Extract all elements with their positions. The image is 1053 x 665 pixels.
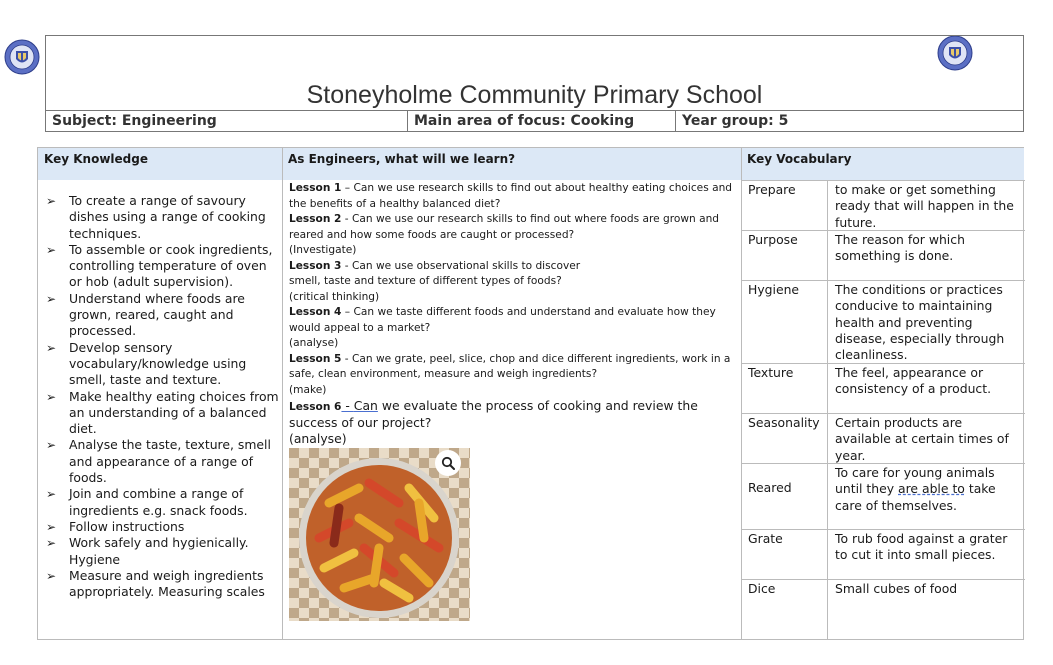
year-group-cell: Year group: 5 [682, 113, 789, 129]
zoom-button[interactable] [435, 450, 461, 476]
knowledge-list [46, 193, 280, 600]
vocab-definition: The feel, appearance or consistency of a product. [835, 365, 992, 397]
arrowhead-bullet-icon: ➢ [46, 487, 57, 502]
vocab-definition: Certain products are available at certain times of year. [835, 415, 1009, 463]
vocab-definition: The reason for which something is done. [835, 232, 965, 264]
focus-cell: Main area of focus: Cooking [408, 111, 676, 131]
arrowhead-bullet-icon: ➢ [46, 340, 57, 355]
list-item: ➢ To create a range of savoury dishes using a range of cooking techniques. [46, 193, 266, 241]
vocab-term: Reared [748, 480, 792, 495]
vocab-row [741, 363, 1025, 413]
arrowhead-bullet-icon: ➢ [46, 568, 57, 583]
lesson-2: Lesson 2 - Can we use our research skills to find out where foods are grown and reared and how some foods are caught or processed? [289, 213, 720, 241]
lesson-3-note: (critical thinking) [289, 290, 380, 303]
list-item: ➢ Join and combine a range of ingredients e.g. snack foods. [46, 486, 248, 518]
lesson-4: Lesson 4 – Can we taste different foods and understand and evaluate how they would appeal to a market? [289, 306, 716, 334]
lesson-5-note: (make) [289, 383, 327, 396]
planning-table [37, 147, 1024, 640]
lesson-3-cont: smell, taste and texture of different types of foods? [289, 275, 562, 287]
school-crest-icon [4, 39, 40, 75]
lesson-5: Lesson 5 - Can we grate, peel, slice, chop and dice different ingredients, work in a safe, clean environment, measure and weigh ingredients? [289, 352, 731, 380]
lesson-2-note: (Investigate) [289, 244, 357, 256]
vocab-term: Dice [748, 581, 776, 596]
arrowhead-bullet-icon: ➢ [46, 389, 57, 404]
vocab-definition: To rub food against a grater to cut it into small pieces. [835, 531, 1008, 563]
lesson-3: Lesson 3 - Can we use observational skills to discover [289, 259, 581, 272]
list-item: ➢ Develop sensory vocabulary/knowledge using smell, taste and texture. [46, 339, 247, 388]
vocab-definition: to make or get something ready that will happen in the future. [835, 182, 1014, 230]
vocab-definition: To care for young animals until they are able to take care of themselves. [835, 465, 996, 513]
list-item: ➢ Analyse the taste, texture, smell and appearance of a range of foods. [46, 437, 271, 486]
vocab-row [741, 280, 1025, 363]
arrowhead-bullet-icon: ➢ [46, 519, 57, 534]
arrowhead-bullet-icon: ➢ [46, 242, 57, 257]
vocab-term: Grate [748, 531, 783, 546]
header-box [45, 35, 1024, 132]
list-item: ➢ Understand where foods are grown, reared, caught and processed. [46, 290, 245, 339]
arrowhead-bullet-icon: ➢ [46, 536, 57, 551]
vocab-term: Texture [748, 365, 794, 380]
vocab-definition: Small cubes of food [835, 581, 958, 596]
arrowhead-bullet-icon: ➢ [46, 194, 57, 208]
key-knowledge-heading: Key Knowledge [38, 148, 282, 180]
pasta-bowl-image [289, 448, 470, 621]
column-divider [282, 148, 283, 639]
header-info-row [46, 110, 1023, 131]
arrowhead-bullet-icon: ➢ [46, 291, 57, 306]
lessons-text [289, 181, 737, 447]
vocab-term: Purpose [748, 232, 798, 247]
vocab-row [741, 463, 1025, 529]
list-item: ➢ To assemble or cook ingredients, controlling temperature of oven or hob (adult supervision). [46, 241, 273, 290]
subject-cell: Subject: Engineering [46, 111, 408, 131]
lesson-4-note: (analyse) [289, 337, 339, 349]
lesson-6: Lesson 6 - Can we evaluate the process of cooking and review the success of our project? [289, 398, 698, 430]
arrowhead-bullet-icon: ➢ [46, 438, 57, 453]
lesson-1: Lesson 1 – Can we use research skills to find out about healthy eating choices and the benefits of a healthy balanced diet? [289, 182, 733, 210]
key-vocabulary-heading: Key Vocabulary [741, 148, 1024, 180]
magnifier-icon [441, 456, 455, 470]
school-name: Stoneyholme Community Primary School [306, 81, 763, 109]
list-item: ➢ Work safely and hygienically. Hygiene [46, 535, 249, 567]
vocab-row [741, 230, 1025, 280]
list-item: ➢ Make healthy eating choices from an understanding of a balanced diet. [46, 388, 279, 437]
vocab-term: Hygiene [748, 282, 800, 297]
vocab-row [741, 180, 1025, 230]
vocab-row [741, 529, 1025, 579]
list-item: ➢ Measure and weigh ingredients appropriately. Measuring scales [46, 567, 265, 600]
vocab-term: Seasonality [748, 415, 820, 430]
list-item: ➢ Follow instructions [46, 518, 185, 534]
vocab-term: Prepare [748, 182, 796, 197]
vocab-row [741, 413, 1025, 463]
vocab-definition: The conditions or practices conducive to maintaining health and preventing disease, especially through cleanliness. [835, 282, 1005, 363]
learn-heading: As Engineers, what will we learn? [282, 148, 741, 180]
vocab-row [741, 579, 1025, 640]
lesson-6-note: (analyse) [289, 431, 347, 446]
